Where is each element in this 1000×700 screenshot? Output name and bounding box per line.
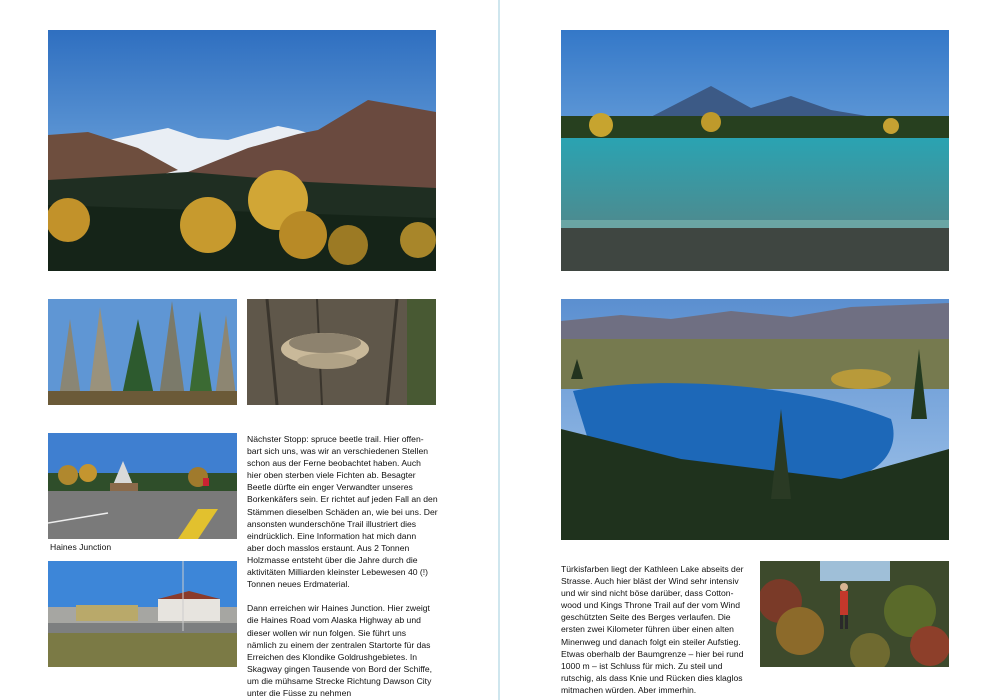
photo-caption-haines-junction: Haines Junction: [50, 542, 112, 552]
photo-hiker-forest-trail: [760, 561, 949, 667]
photo-bracket-fungus: [247, 299, 436, 405]
photo-haines-junction-street: [48, 561, 237, 667]
left-page-text: Nächster Stopp: spruce beetle trail. Hier offen- bart sich uns, was wir an verschiedenen Stellen schon aus der Ferne beobachtet haben. Auch hier oben sterben viele Fichten ab. Besagter Beetle dürfte ein enger Verwandter unseres Borkenkäfers sein. Er richtet auf jeden Fall an den Stämmen dieselben Schäden an, wie bei uns. Der ansonsten wunderschöne Trail illustriert dies eindrücklich. Eine Information hat mich dann aber doch masslos erstaunt. Aus 2 Tonnen Holzmasse entsteht über die Jahre durch die aktivitäten Milliarden kleinster Lebewesen 40 (!) Tonnen neues Erdmaterial. Dann erreichen wir Haines Junction. Hier zweigt die Haines Road vom Alaska Highway ab und dieser wollen wir nun folgen. Sie führt uns nämlich zu einem der zentralen Startorte für das Erreichen des Klondike Goldrushgebietes. In Skagway gingen Tausende von Bord der Schiffe, um die mühsame Strecke Richtung Dawson City unter die Füsse zu nehmen: [247, 434, 438, 698]
photo-kathleen-lake-shore: [561, 30, 949, 271]
page-spine: [498, 0, 500, 700]
photo-dead-spruce-trees: [48, 299, 237, 405]
right-page-text: Türkisfarben liegt der Kathleen Lake abseits der Strasse. Auch hier bläst der Wind sehr intensiv und wir sind nicht böse darüber, dass Cotton- wood und Kings Throne Trail auf der vom Wind geschützten Seite des Berges verlaufen. Die ersten zwei Kilometer führen über einen alten Minenweg und danach folgt ein steiler Aufstieg. Etwas oberhalb der Baumgrenze – hier bei rund 1000 m – ist Schluss für mich. Zu steil und rutschig, als dass Knie und Rücken dies klaglos mitmachen würden. Aber immerhin.: [561, 564, 744, 695]
photo-kathleen-lake-aerial: [561, 299, 949, 540]
photo-mountains-autumn: [48, 30, 436, 271]
photo-haines-junction-sign: [48, 433, 237, 539]
